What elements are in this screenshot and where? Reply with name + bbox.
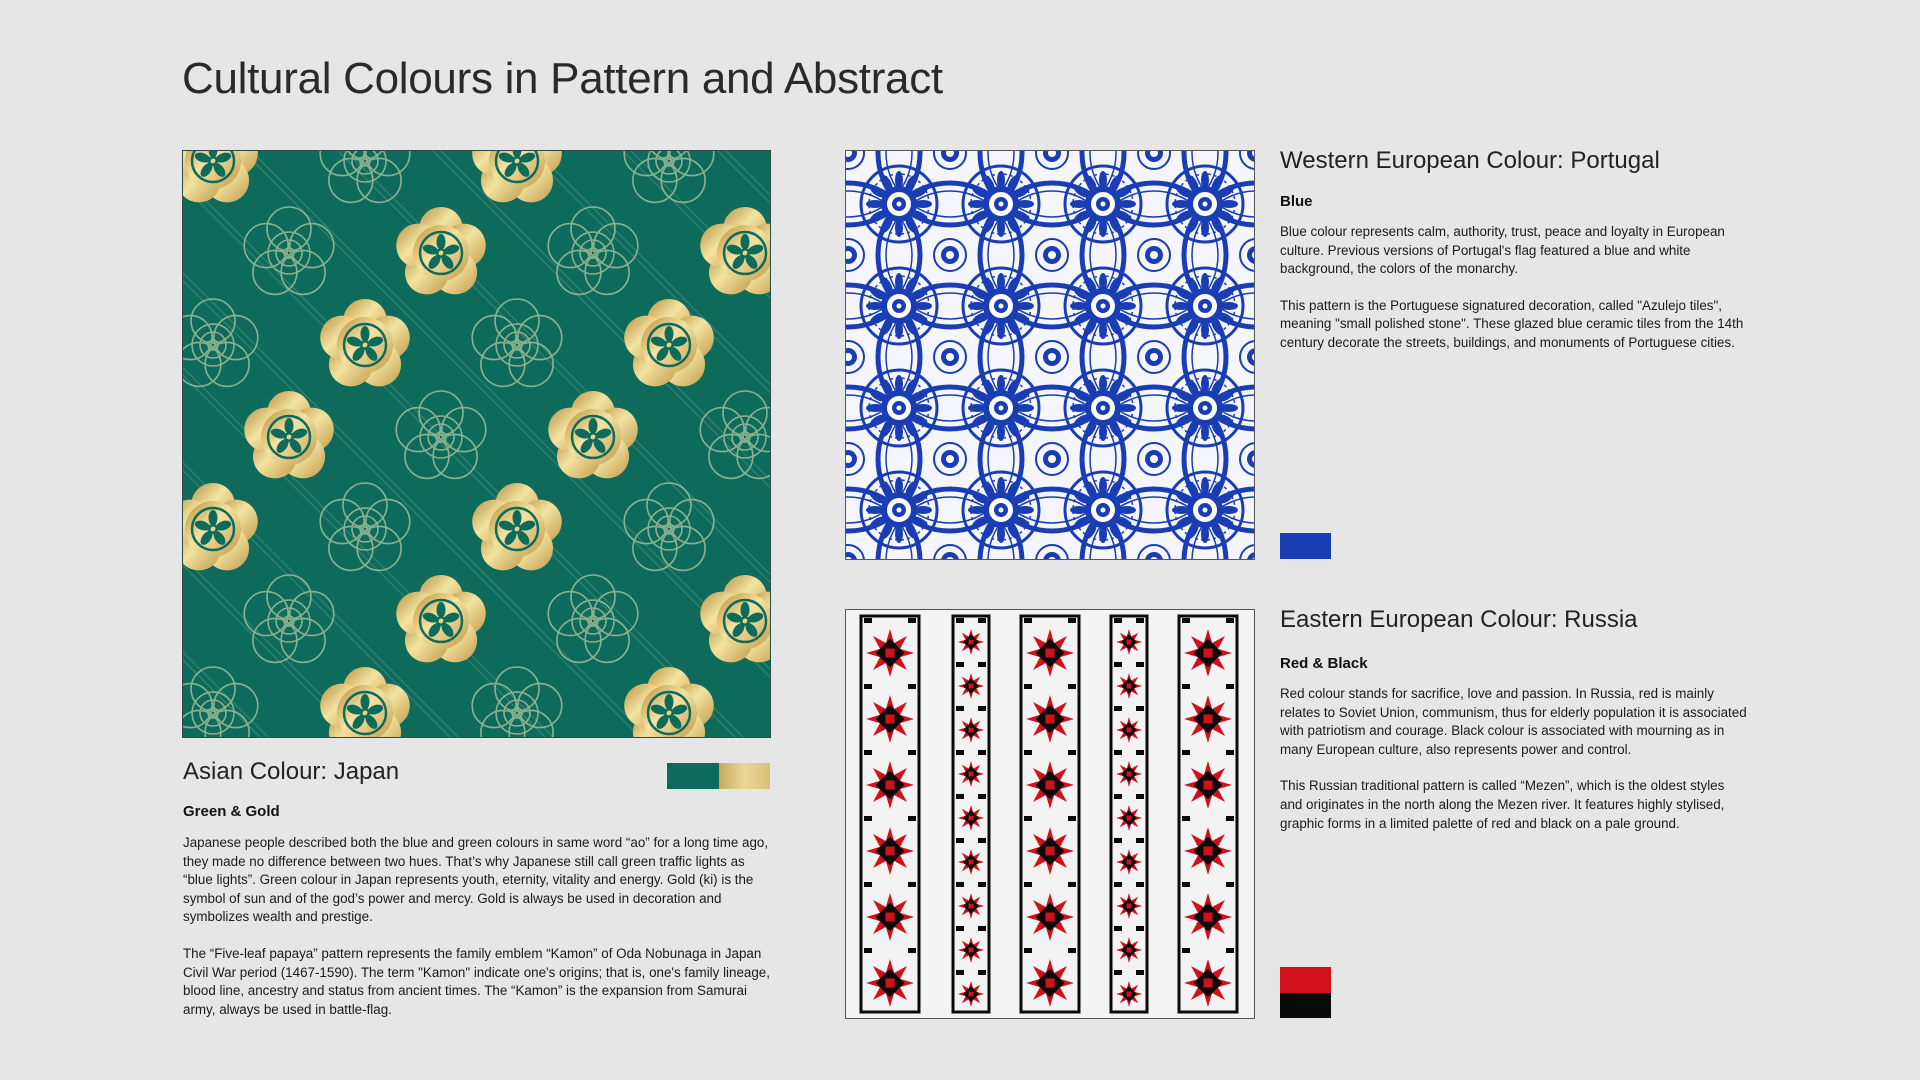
black-block-motif bbox=[864, 948, 872, 953]
black-block-motif bbox=[1114, 662, 1122, 667]
rosette-motif bbox=[963, 472, 1039, 548]
red-center-motif bbox=[885, 648, 894, 657]
russia-heading: Eastern European Colour: Russia bbox=[1280, 606, 1638, 633]
black-block-motif bbox=[1136, 838, 1144, 843]
red-center-motif bbox=[885, 714, 894, 723]
red-center-motif bbox=[969, 992, 974, 997]
red-center-motif bbox=[1127, 684, 1132, 689]
black-block-motif bbox=[1068, 750, 1076, 755]
azulejo-pattern bbox=[846, 151, 1254, 559]
russia-description bbox=[1280, 685, 1750, 833]
portugal-paragraph-1: Blue colour represents calm, authority, trust, peace and loyalty in European culture. Previous versions of Portugal's flag featured a blue and white background, the colors of the monarchy. bbox=[1280, 224, 1725, 277]
russia-paragraph-1: Red colour stands for sacrifice, love and passion. In Russia, red is mainly relates to Soviet Union, communism, thus for elderly population it is associated with patriotism and courage. Black colour is associated with mourning as in many European culture, also represents power and control. bbox=[1280, 686, 1747, 757]
black-block-motif bbox=[908, 618, 916, 623]
black-block-motif bbox=[1136, 706, 1144, 711]
red-center-motif bbox=[969, 816, 974, 821]
red-center-motif bbox=[1203, 846, 1212, 855]
black-block-motif bbox=[1024, 618, 1032, 623]
rosette-motif bbox=[1167, 370, 1243, 446]
black-block-motif bbox=[1024, 882, 1032, 887]
red-center-motif bbox=[1127, 860, 1132, 865]
red-center-motif bbox=[1045, 912, 1054, 921]
black-block-motif bbox=[1182, 684, 1190, 689]
black-block-motif bbox=[956, 750, 964, 755]
rosette-motif bbox=[963, 166, 1039, 242]
rosette-motif bbox=[861, 166, 937, 242]
black-block-motif bbox=[1114, 970, 1122, 975]
black-block-motif bbox=[956, 794, 964, 799]
black-block-motif bbox=[1114, 926, 1122, 931]
black-block-motif bbox=[908, 882, 916, 887]
japan-subheading: Green & Gold bbox=[183, 803, 280, 820]
black-block-motif bbox=[1226, 618, 1234, 623]
black-block-motif bbox=[1114, 838, 1122, 843]
black-block-motif bbox=[1114, 750, 1122, 755]
rosette-motif bbox=[1065, 166, 1141, 242]
rosette-motif bbox=[1065, 268, 1141, 344]
black-block-motif bbox=[864, 816, 872, 821]
black-block-motif bbox=[1182, 882, 1190, 887]
black-block-motif bbox=[1136, 750, 1144, 755]
red-center-motif bbox=[1127, 772, 1132, 777]
red-center-motif bbox=[969, 860, 974, 865]
japan-paragraph-1: Japanese people described both the blue and green colours in same word “ao” for a long time ago, they made no difference between two hues. That’s why Japanese still call green traffic lights as “blue lights”. Green colour in Japan represents youth, eternity, vitality and energy. Gold (ki) is the symbol of sun and of the god’s power and mercy. Gold is always be used in decoration and symbolizes wealth and prestige. bbox=[183, 835, 769, 925]
rosette-motif bbox=[1167, 472, 1243, 548]
black-block-motif bbox=[864, 618, 872, 623]
red-center-motif bbox=[969, 728, 974, 733]
black-block-motif bbox=[956, 970, 964, 975]
black-block-motif bbox=[1114, 794, 1122, 799]
black-block-motif bbox=[1226, 750, 1234, 755]
black-block-motif bbox=[978, 794, 986, 799]
black-block-motif bbox=[1068, 882, 1076, 887]
black-block-motif bbox=[978, 970, 986, 975]
black-block-motif bbox=[1182, 948, 1190, 953]
black-block-motif bbox=[1114, 618, 1122, 623]
black-block-motif bbox=[956, 838, 964, 843]
red-center-motif bbox=[885, 846, 894, 855]
rosette-motif bbox=[1065, 370, 1141, 446]
black-block-motif bbox=[978, 926, 986, 931]
black-block-motif bbox=[908, 684, 916, 689]
rosette-motif bbox=[861, 472, 937, 548]
red-center-motif bbox=[885, 780, 894, 789]
black-block-motif bbox=[908, 750, 916, 755]
red-center-motif bbox=[1045, 780, 1054, 789]
red-center-motif bbox=[1203, 978, 1212, 987]
black-block-motif bbox=[864, 750, 872, 755]
black-block-motif bbox=[978, 662, 986, 667]
portugal-paragraph-2: This pattern is the Portuguese signatured decoration, called "Azulejo tiles", meaning "small polished stone". These glazed blue ceramic tiles from the 14th century decorate the streets, buildings, and monuments of Portuguese cities. bbox=[1280, 297, 1744, 350]
black-block-motif bbox=[978, 750, 986, 755]
rosette-motif bbox=[963, 268, 1039, 344]
japan-pattern-image bbox=[182, 150, 771, 738]
portugal-blue-swatch bbox=[1280, 533, 1331, 559]
black-block-motif bbox=[1226, 948, 1234, 953]
black-block-motif bbox=[1136, 662, 1144, 667]
red-center-motif bbox=[969, 640, 974, 645]
red-center-motif bbox=[1127, 816, 1132, 821]
russia-pattern-image bbox=[845, 609, 1255, 1019]
black-block-motif bbox=[1068, 684, 1076, 689]
black-block-motif bbox=[1182, 750, 1190, 755]
russia-black-swatch bbox=[1280, 993, 1331, 1018]
japan-green-swatch bbox=[667, 763, 719, 789]
black-block-motif bbox=[1136, 618, 1144, 623]
red-center-motif bbox=[969, 772, 974, 777]
black-block-motif bbox=[1114, 882, 1122, 887]
black-block-motif bbox=[864, 882, 872, 887]
black-block-motif bbox=[978, 838, 986, 843]
black-block-motif bbox=[1024, 948, 1032, 953]
black-block-motif bbox=[978, 618, 986, 623]
black-block-motif bbox=[1024, 684, 1032, 689]
red-center-motif bbox=[1127, 640, 1132, 645]
portugal-pattern-image bbox=[845, 150, 1255, 560]
black-block-motif bbox=[1226, 684, 1234, 689]
portugal-heading: Western European Colour: Portugal bbox=[1280, 147, 1660, 174]
russia-red-swatch bbox=[1280, 967, 1331, 993]
red-center-motif bbox=[969, 904, 974, 909]
japan-description bbox=[183, 834, 773, 1019]
red-center-motif bbox=[1127, 992, 1132, 997]
mezen-pattern bbox=[846, 610, 1254, 1018]
black-block-motif bbox=[864, 684, 872, 689]
black-block-motif bbox=[1068, 618, 1076, 623]
black-block-motif bbox=[1136, 882, 1144, 887]
black-block-motif bbox=[956, 882, 964, 887]
japan-paragraph-2: The “Five-leaf papaya” pattern represents the family emblem “Kamon” of Oda Nobunaga in Japan Civil War period (1467-1590). The term "Kamon" indicate one's origins; that is, one's family lineage, blood line, ancestry and status from ancient times. The “Kamon” is the expansion from Samurai army, always be used in battle-flag. bbox=[183, 945, 770, 1017]
portugal-subheading: Blue bbox=[1280, 193, 1313, 210]
red-center-motif bbox=[1045, 846, 1054, 855]
red-center-motif bbox=[969, 684, 974, 689]
kamon-pattern bbox=[183, 151, 770, 737]
rosette-motif bbox=[1065, 472, 1141, 548]
japan-gold-swatch bbox=[719, 763, 770, 789]
red-center-motif bbox=[1045, 714, 1054, 723]
rosette-motif bbox=[963, 370, 1039, 446]
black-block-motif bbox=[956, 926, 964, 931]
black-block-motif bbox=[1226, 816, 1234, 821]
black-block-motif bbox=[908, 948, 916, 953]
page-title: Cultural Colours in Pattern and Abstract bbox=[182, 54, 943, 103]
red-center-motif bbox=[1203, 714, 1212, 723]
black-block-motif bbox=[1068, 948, 1076, 953]
rosette-motif bbox=[1167, 166, 1243, 242]
black-block-motif bbox=[1136, 970, 1144, 975]
portugal-description bbox=[1280, 223, 1750, 353]
japan-heading: Asian Colour: Japan bbox=[183, 758, 400, 785]
rosette-motif bbox=[861, 370, 937, 446]
black-block-motif bbox=[956, 706, 964, 711]
black-block-motif bbox=[908, 816, 916, 821]
red-center-motif bbox=[1203, 648, 1212, 657]
black-block-motif bbox=[1136, 794, 1144, 799]
red-center-motif bbox=[885, 978, 894, 987]
red-center-motif bbox=[1045, 648, 1054, 657]
black-block-motif bbox=[1068, 816, 1076, 821]
red-center-motif bbox=[1127, 948, 1132, 953]
black-block-motif bbox=[956, 618, 964, 623]
black-block-motif bbox=[978, 706, 986, 711]
red-center-motif bbox=[1203, 780, 1212, 789]
black-block-motif bbox=[956, 662, 964, 667]
rosette-motif bbox=[861, 268, 937, 344]
russia-subheading: Red & Black bbox=[1280, 655, 1368, 672]
red-center-motif bbox=[969, 948, 974, 953]
black-block-motif bbox=[1182, 618, 1190, 623]
red-center-motif bbox=[885, 912, 894, 921]
black-block-motif bbox=[1226, 882, 1234, 887]
red-center-motif bbox=[1045, 978, 1054, 987]
black-block-motif bbox=[1182, 816, 1190, 821]
black-block-motif bbox=[1024, 750, 1032, 755]
red-center-motif bbox=[1203, 912, 1212, 921]
red-center-motif bbox=[1127, 728, 1132, 733]
black-block-motif bbox=[1136, 926, 1144, 931]
black-block-motif bbox=[1024, 816, 1032, 821]
black-block-motif bbox=[978, 882, 986, 887]
russia-paragraph-2: This Russian traditional pattern is called “Mezen”, which is the oldest styles and originates in the north along the Mezen river. It features highly stylised, graphic forms in a limited palette of red and black on a pale ground. bbox=[1280, 778, 1725, 831]
rosette-motif bbox=[1167, 268, 1243, 344]
black-block-motif bbox=[1114, 706, 1122, 711]
red-center-motif bbox=[1127, 904, 1132, 909]
